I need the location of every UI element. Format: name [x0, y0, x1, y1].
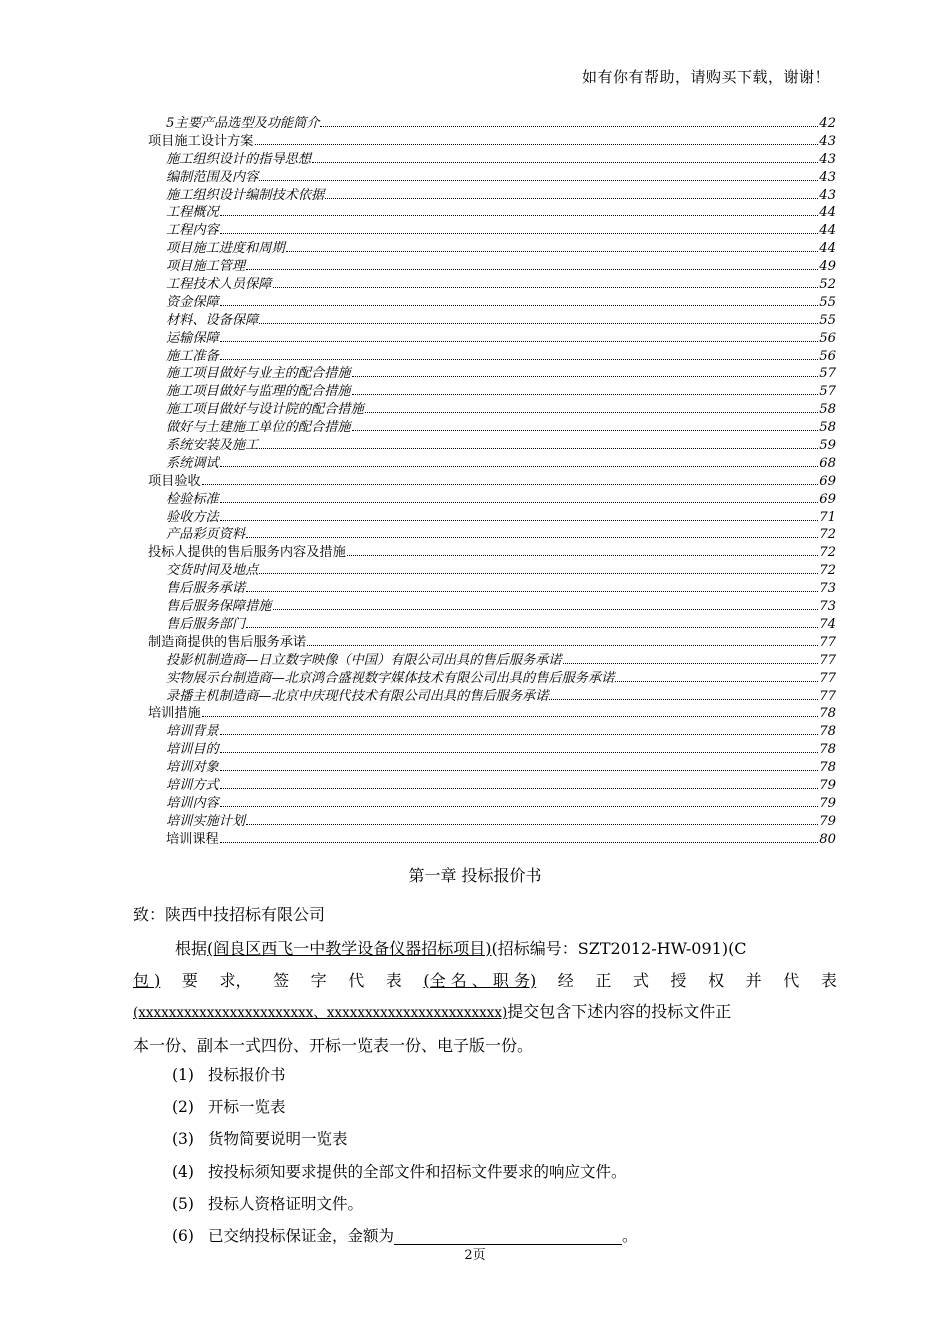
toc-entry-title: 项目施工进度和周期	[166, 241, 285, 257]
toc-entry-page: 42	[819, 116, 836, 131]
toc-dot-leader	[220, 751, 818, 753]
toc-dot-leader	[220, 787, 818, 789]
toc-entry[interactable]	[148, 831, 836, 849]
toc-entry[interactable]	[148, 777, 836, 795]
lot-open: (C	[728, 939, 747, 958]
toc-dot-leader	[220, 465, 818, 467]
word: 授	[670, 970, 687, 990]
toc-dot-leader	[563, 662, 819, 664]
list-item-number: (5)	[172, 1194, 194, 1213]
list-item-text: 投标报价书	[208, 1066, 286, 1084]
word: 式	[632, 970, 649, 990]
toc-dot-leader	[273, 608, 819, 610]
toc-entry-page: 79	[819, 795, 836, 811]
toc-dot-leader	[286, 250, 819, 252]
toc-entry-page: 78	[819, 742, 836, 758]
word: 并	[745, 970, 762, 990]
toc-entry-page: 78	[819, 760, 836, 776]
toc-entry[interactable]	[148, 204, 836, 222]
toc-dot-leader	[320, 125, 818, 127]
toc-entry[interactable]	[148, 365, 836, 383]
toc-entry-page: 55	[819, 312, 836, 328]
list-item-text: 按投标须知要求提供的全部文件和招标文件要求的响应文件。	[208, 1162, 627, 1181]
list-item-text: 货物简要说明一览表	[208, 1130, 348, 1149]
toc-dot-leader	[255, 143, 819, 145]
toc-entry[interactable]	[148, 705, 836, 723]
project-name: (阎良区西飞一中教学设备仪器招标项目)	[207, 939, 492, 958]
toc-dot-leader	[352, 429, 819, 431]
toc-entry-title: 产品彩页资料	[166, 527, 246, 543]
toc-entry[interactable]	[148, 813, 836, 831]
toc-entry-title: 投影机制造商—日立数字映像（中国）有限公司出具的售后服务承诺	[166, 652, 562, 668]
toc-entry-page: 79	[819, 813, 836, 829]
toc-entry[interactable]	[148, 795, 836, 813]
toc-entry-title: 培训方式	[166, 777, 219, 793]
toc-entry[interactable]	[148, 491, 836, 509]
word: 要	[181, 970, 198, 990]
addressee-line: 致：陕西中技招标有限公司	[133, 905, 326, 924]
toc-entry[interactable]	[148, 670, 836, 688]
toc-entry-title: 项目施工管理	[166, 259, 246, 275]
toc-entry[interactable]	[148, 634, 836, 652]
lot-close: 包 )	[133, 970, 161, 990]
toc-entry-title: 5主要产品选型及功能简介	[166, 116, 320, 131]
toc-entry-title: 交货时间及地点	[166, 563, 259, 579]
toc-entry[interactable]	[148, 169, 836, 187]
list-item-number: (4)	[172, 1162, 194, 1181]
toc-entry-title: 资金保障	[166, 294, 219, 310]
toc-entry-title: 投标人提供的售后服务内容及措施	[148, 545, 346, 561]
toc-entry-title: 施工项目做好与业主的配合措施	[166, 366, 351, 382]
toc-entry-page: 43	[819, 151, 836, 167]
toc-entry-page: 56	[819, 330, 836, 346]
toc-dot-leader	[246, 536, 818, 538]
toc-entry[interactable]	[148, 473, 836, 491]
list-item-text: 已交纳投标保证金，金额为	[208, 1226, 395, 1245]
toc-entry[interactable]	[148, 509, 836, 527]
toc-entry[interactable]	[148, 652, 836, 670]
toc-entry-page: 49	[819, 259, 836, 275]
toc-entry-page: 44	[819, 223, 836, 239]
toc-entry-page: 71	[819, 509, 836, 525]
text-after-placeholder: 提交包含下述内容的投标文件正	[507, 1002, 732, 1021]
toc-entry-page: 68	[819, 455, 836, 471]
toc-entry[interactable]	[148, 348, 836, 366]
toc-entry-title: 编制范围及内容	[166, 169, 259, 185]
toc-entry-title: 检验标准	[166, 491, 219, 507]
toc-dot-leader	[259, 179, 818, 181]
toc-entry[interactable]	[148, 544, 836, 562]
toc-entry-title: 制造商提供的售后服务承诺	[148, 634, 307, 650]
list-item-text: 开标一览表	[208, 1098, 286, 1117]
toc-dot-leader	[220, 733, 818, 735]
toc-entry-title: 培训对象	[166, 760, 219, 776]
toc-dot-leader	[549, 698, 818, 700]
toc-entry-page: 58	[819, 402, 836, 418]
toc-entry-title: 工程概况	[166, 205, 219, 221]
toc-dot-leader	[220, 304, 818, 306]
toc-entry[interactable]	[148, 455, 836, 473]
toc-dot-leader	[352, 393, 819, 395]
toc-dot-leader	[246, 590, 818, 592]
toc-dot-leader	[307, 644, 818, 646]
toc-entry-title: 验收方法	[166, 509, 219, 525]
toc-entry-page: 58	[819, 420, 836, 436]
toc-entry-title: 录播主机制造商—北京中庆现代技术有限公司出具的售后服务承诺	[166, 688, 549, 704]
list-item-number: (2)	[172, 1098, 194, 1117]
word: 经	[557, 970, 574, 990]
toc-dot-leader	[220, 501, 818, 503]
toc-entry-title: 材料、设备保障	[166, 312, 259, 328]
toc-entry-title: 售后服务承诺	[166, 581, 246, 597]
toc-dot-leader	[352, 375, 819, 377]
toc-entry-page: 73	[819, 581, 836, 597]
toc-entry-page: 72	[819, 527, 836, 543]
toc-entry[interactable]	[148, 133, 836, 151]
toc-entry-page: 72	[819, 563, 836, 579]
name-title-blank: (全 名 、 职 务)	[423, 970, 537, 990]
toc-entry-title: 培训目的	[166, 742, 219, 758]
word: 签	[273, 970, 290, 990]
text-prefix: 根据	[175, 939, 208, 958]
word: 字	[310, 970, 327, 990]
paragraph-line-4: 本一份、副本一式四份、开标一览表一份、电子版一份。	[133, 1035, 534, 1055]
list-item-text: 投标人资格证明文件。	[208, 1194, 364, 1213]
toc-entry-title: 售后服务保障措施	[166, 599, 272, 615]
toc-entry-title: 培训背景	[166, 724, 219, 740]
toc-entry[interactable]	[148, 598, 836, 616]
toc-dot-leader	[365, 411, 818, 413]
list-item-number: (1)	[172, 1066, 194, 1084]
toc-entry-page: 43	[819, 169, 836, 185]
toc-entry[interactable]	[148, 437, 836, 455]
toc-dot-leader	[259, 447, 818, 449]
list-item	[172, 1059, 638, 1091]
toc-dot-leader	[273, 286, 819, 288]
toc-entry-page: 77	[819, 634, 836, 650]
toc-entry[interactable]	[148, 419, 836, 437]
toc-entry-title: 工程技术人员保障	[166, 277, 272, 293]
toc-entry-page: 80	[819, 831, 836, 847]
toc-dot-leader	[220, 340, 818, 342]
list-item	[172, 1091, 638, 1123]
paragraph-line-3	[133, 996, 837, 1030]
toc-entry-title: 项目施工设计方案	[148, 133, 254, 149]
toc-entry-title: 培训内容	[166, 795, 219, 811]
toc-dot-leader	[246, 268, 818, 270]
list-item	[172, 1156, 638, 1188]
word: 代	[348, 970, 365, 990]
toc-dot-leader	[220, 805, 818, 807]
toc-entry-title: 系统安装及施工	[166, 438, 259, 454]
toc-entry[interactable]	[148, 294, 836, 312]
toc-entry[interactable]	[148, 401, 836, 419]
letter-paragraph	[133, 933, 837, 1061]
toc-entry-page: 79	[819, 777, 836, 793]
toc-entry-title: 培训实施计划	[166, 813, 246, 829]
toc-entry-page: 59	[819, 438, 836, 454]
list-item	[172, 1188, 638, 1220]
toc-entry-page: 72	[819, 545, 836, 561]
toc-dot-leader	[220, 214, 818, 216]
list-item-end: 。	[622, 1226, 638, 1245]
toc-entry[interactable]	[148, 383, 836, 401]
toc-dot-leader	[347, 554, 818, 556]
toc-entry[interactable]	[148, 115, 836, 133]
toc-entry-page: 44	[819, 241, 836, 257]
toc-dot-leader	[202, 715, 818, 717]
toc-entry-page: 57	[819, 384, 836, 400]
toc-entry-title: 施工组织设计的指导思想	[166, 151, 312, 167]
toc-entry-page: 56	[819, 348, 836, 364]
toc-entry-page: 69	[819, 491, 836, 507]
amount-blank-field[interactable]	[394, 1226, 622, 1245]
toc-dot-leader	[259, 322, 818, 324]
toc-entry[interactable]	[148, 759, 836, 777]
toc-entry-page: 77	[819, 688, 836, 704]
toc-entry[interactable]	[148, 688, 836, 706]
toc-entry-page: 55	[819, 294, 836, 310]
toc-entry-title: 施工项目做好与设计院的配合措施	[166, 402, 364, 418]
toc-entry-title: 施工项目做好与监理的配合措施	[166, 384, 351, 400]
document-list	[172, 1059, 638, 1252]
toc-entry[interactable]	[148, 580, 836, 598]
word: 求，	[219, 970, 252, 990]
toc-entry-title: 项目验收	[148, 473, 201, 489]
toc-entry-title: 培训课程	[166, 831, 219, 847]
toc-entry-page: 77	[819, 670, 836, 686]
toc-entry-page: 52	[819, 277, 836, 293]
toc-dot-leader	[220, 232, 818, 234]
toc-entry[interactable]	[148, 151, 836, 169]
toc-entry-title: 售后服务部门	[166, 616, 246, 632]
toc-entry-title: 运输保障	[166, 330, 219, 346]
representative-placeholder: (xxxxxxxxxxxxxxxxxxxxxxx、xxxxxxxxxxxxxxxxxxxxxxx)	[133, 1005, 508, 1021]
toc-dot-leader	[312, 161, 818, 163]
toc-entry[interactable]	[148, 187, 836, 205]
toc-dot-leader	[615, 680, 818, 682]
toc-entry[interactable]	[148, 741, 836, 759]
toc-entry-title: 做好与土建施工单位的配合措施	[166, 420, 351, 436]
toc-entry-page: 43	[819, 133, 836, 149]
toc-entry-title: 工程内容	[166, 223, 219, 239]
toc-entry[interactable]	[148, 258, 836, 276]
toc-entry-page: 69	[819, 473, 836, 489]
toc-entry-page: 44	[819, 205, 836, 221]
toc-dot-leader	[220, 769, 818, 771]
toc-entry-page: 57	[819, 366, 836, 382]
toc-entry[interactable]	[148, 240, 836, 258]
toc-entry-page: 74	[819, 616, 836, 632]
toc-entry[interactable]	[148, 616, 836, 634]
paragraph-line-2	[133, 965, 837, 997]
toc-entry[interactable]	[148, 330, 836, 348]
toc-entry[interactable]	[148, 723, 836, 741]
toc-entry[interactable]	[148, 312, 836, 330]
table-of-contents	[148, 115, 836, 849]
toc-entry[interactable]	[148, 526, 836, 544]
toc-dot-leader	[202, 483, 818, 485]
toc-entry[interactable]	[148, 222, 836, 240]
toc-entry[interactable]	[148, 276, 836, 294]
toc-entry-title: 实物展示台制造商—北京鸿合盛视数字媒体技术有限公司出具的售后服务承诺	[166, 670, 615, 686]
page-number: 2页	[464, 1248, 486, 1263]
list-item-number: (3)	[172, 1130, 194, 1149]
toc-entry-title: 系统调试	[166, 455, 219, 471]
header-note: 如有你有帮助，请购买下载，谢谢！	[581, 68, 830, 86]
toc-dot-leader	[259, 572, 818, 574]
word: 正	[595, 970, 612, 990]
toc-dot-leader	[220, 358, 818, 360]
word: 表	[820, 970, 837, 990]
toc-entry-page: 73	[819, 599, 836, 615]
toc-entry-title: 施工组织设计编制技术依据	[166, 187, 325, 203]
list-item	[172, 1123, 638, 1155]
toc-entry-page: 78	[819, 706, 836, 722]
tender-number: (招标编号：SZT2012-HW-091)	[491, 939, 729, 958]
toc-dot-leader	[325, 197, 818, 199]
toc-entry-title: 施工准备	[166, 348, 219, 364]
toc-dot-leader	[220, 519, 818, 521]
word: 权	[708, 970, 725, 990]
paragraph-line-1	[133, 933, 837, 965]
toc-dot-leader	[220, 841, 818, 843]
toc-dot-leader	[246, 626, 818, 628]
toc-dot-leader	[246, 823, 818, 825]
word: 代	[783, 970, 800, 990]
toc-entry-title: 培训措施	[148, 706, 201, 722]
word: 表	[385, 970, 402, 990]
toc-entry-page: 78	[819, 724, 836, 740]
toc-entry[interactable]	[148, 562, 836, 580]
list-item-number: (6)	[172, 1226, 194, 1245]
toc-entry-page: 43	[819, 187, 836, 203]
chapter-title: 第一章 投标报价书	[408, 866, 542, 885]
toc-entry-page: 77	[819, 652, 836, 668]
